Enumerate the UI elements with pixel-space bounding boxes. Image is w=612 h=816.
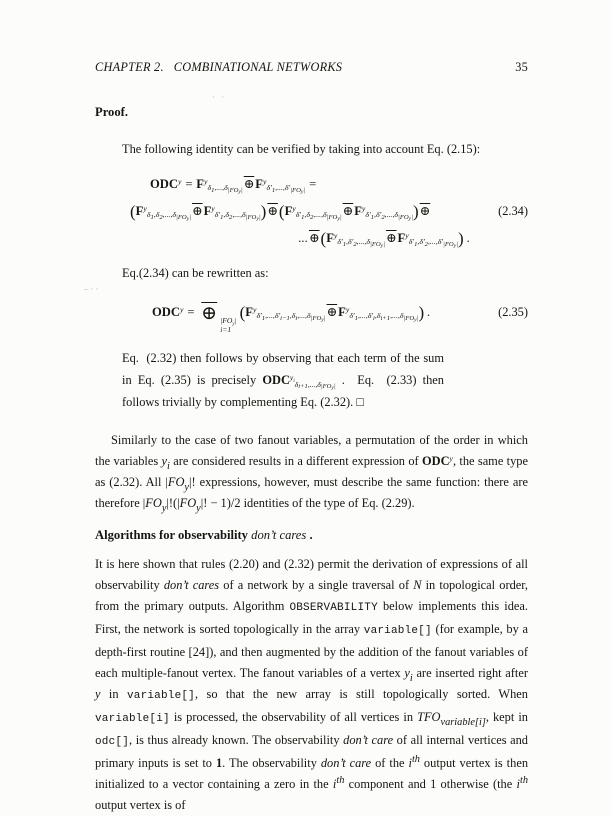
section-heading-algorithms: Algorithms for observability don’t cares .	[95, 528, 313, 543]
scan-artifact: · ·	[212, 92, 227, 102]
proof-intro-text: The following identity can be verified by taking into account Eq. (2.15):	[122, 142, 481, 156]
proof-body	[122, 139, 528, 413]
running-header	[95, 60, 528, 75]
equation-number-2-34: (2.34)	[498, 204, 528, 218]
equation-2-34-line1: $ODC^y$ = $F^y_{\delta_1,...,\delta_{|FO_y|}}\oplus F^y_{\delta'_1,...,\delta'_{|FO_y|}}$ =	[150, 176, 317, 196]
scan-artifact: –··	[84, 284, 101, 294]
page-content	[95, 60, 528, 816]
paragraph-similarly: Similarly to the case of two fanout variables, a permutation of the order in which the variables $y_i$ are considered results in a different expression of ODC$^y$, the same type as (2.32). All $|FO_y|$! expressions, however, must describe the same function: there are therefore $|FO_y|!(|FO_y|$! − 1)/2 identities of the type of Eq. (2.29).	[95, 433, 529, 514]
equation-2-35-line: $ODC^y$ = ⊕ $|FO_y|$ i=1 $(F^y_{\delta'_1,...,\delta'_{i-1},\delta_i,...,\delta_{|FO_y|}}\oplus F^y_{\delta'_1,...,\delta'_i,\delta_{i+1},...,\delta_{|FO_y|}})$ .	[152, 303, 431, 335]
rewrite-intro-text: Eq.(2.34) can be rewritten as:	[122, 266, 269, 280]
chapter-title: CHAPTER 2. COMBINATIONAL NETWORKS	[95, 60, 343, 74]
proof-conclusion-text: Eq. (2.32) then follows by observing that each term of the sum in Eq. (2.35) is precisely $ODC^{y_i}_{\delta_{i+1},...,\delta_{|FO_y|}}$ . Eq. (2.33) then follows trivially by complementing Eq. (2.32). □	[122, 351, 444, 410]
proof-label: Proof.	[95, 105, 128, 119]
page-number: 35	[515, 60, 528, 74]
equation-2-34-line3: $...\oplus(F^y_{\delta'_1,\delta'_2,...,\delta_{|FO_y|}}\oplus F^y_{\delta'_1,\delta'_2,...,\delta'_{|FO_y|}})$ .	[298, 229, 470, 250]
equation-2-35	[122, 295, 528, 334]
equation-number-2-35: (2.35)	[498, 305, 528, 319]
paragraph-algorithms: It is here shown that rules (2.20) and (2.32) permit the derivation of expressions of all observability don’t cares of a network by a single traversal of N in topological order, from the primary outputs. Algorithm OBSERVABILITY below implements this idea. First, the network is sorted topologically in the array variable[] (for example, by a depth-first routine [24]), and then augmented by the addition of the fanout variables of each multiple-fanout vertex. The fanout variables of a vertex $y_i$ are inserted right after y in variable[], so that the new array is still topologically sorted. When variable[i] is processed, the observability of all vertices in $TFO_{variable[i]}$, kept in odc[], is thus already known. The observability don’t care of all internal vertices and primary inputs is set to 1. The observability don’t care of the $i^{th}$ output vertex is then initialized to a vector containing a zero in the $i^{th}$ component and 1 otherwise (the $i^{th}$ output vertex is of	[95, 557, 529, 813]
equation-2-34-line2: $(F^y_{\delta_1,\delta_2,...,\delta_{|FO_y|}}\oplus F^y_{\delta'_1,\delta_2,...,\delta_{|FO_y|}})\oplus(F^y_{\delta'_1,\delta_2,...,\delta_{|FO_y|}}\oplus F^y_{\delta'_1,\delta'_2,...,\delta_{|FO_y|}})\oplus$	[130, 202, 431, 223]
equation-2-34	[122, 171, 528, 252]
